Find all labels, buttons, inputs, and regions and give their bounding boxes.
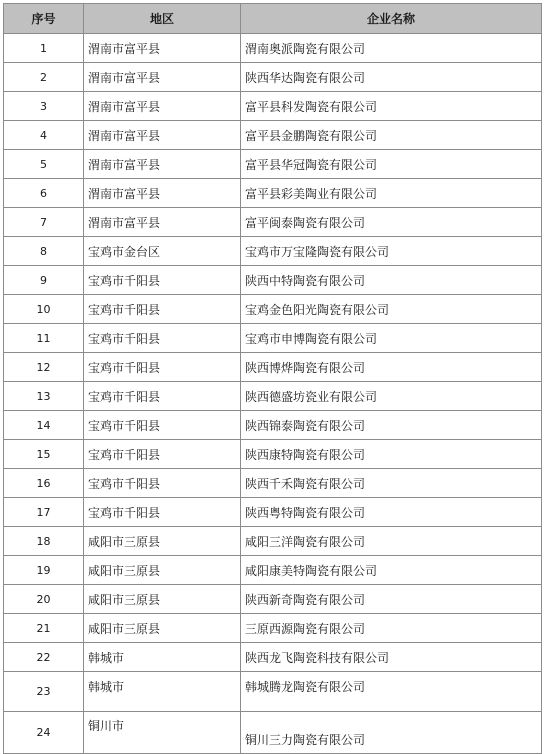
- row-index: 13: [4, 382, 84, 411]
- row-company: 陕西粤特陶瓷有限公司: [241, 498, 542, 527]
- row-region: 咸阳市三原县: [84, 527, 241, 556]
- row-region: 宝鸡市金台区: [84, 237, 241, 266]
- header-index: 序号: [4, 4, 84, 34]
- row-company: 富平县科发陶瓷有限公司: [241, 92, 542, 121]
- table-row: [4, 440, 542, 469]
- row-region: 宝鸡市千阳县: [84, 353, 241, 382]
- row-index: 20: [4, 585, 84, 614]
- table-row: [4, 469, 542, 498]
- row-region: 宝鸡市千阳县: [84, 498, 241, 527]
- row-region: 韩城市: [84, 643, 241, 672]
- row-company: 陕西博烨陶瓷有限公司: [241, 353, 542, 382]
- table-row: [4, 614, 542, 643]
- row-region: 渭南市富平县: [84, 63, 241, 92]
- row-index: 11: [4, 324, 84, 353]
- table-row: [4, 585, 542, 614]
- table-row: [4, 295, 542, 324]
- row-index: 19: [4, 556, 84, 585]
- row-index: 14: [4, 411, 84, 440]
- row-region: 宝鸡市千阳县: [84, 411, 241, 440]
- row-company: 富平县华冠陶瓷有限公司: [241, 150, 542, 179]
- row-index: 3: [4, 92, 84, 121]
- row-index: 17: [4, 498, 84, 527]
- header-company: 企业名称: [241, 4, 542, 34]
- table-row: [4, 266, 542, 295]
- row-company: 陕西千禾陶瓷有限公司: [241, 469, 542, 498]
- row-company: 富平县彩美陶业有限公司: [241, 179, 542, 208]
- table-row: [4, 92, 542, 121]
- company-list: [3, 3, 542, 754]
- row-region: 宝鸡市千阳县: [84, 469, 241, 498]
- table-header: [4, 4, 542, 34]
- row-index: 5: [4, 150, 84, 179]
- row-index: 10: [4, 295, 84, 324]
- row-company: 陕西龙飞陶瓷科技有限公司: [241, 643, 542, 672]
- table-row: [4, 63, 542, 92]
- row-region: 宝鸡市千阳县: [84, 324, 241, 353]
- table-row: [4, 179, 542, 208]
- row-company: 陕西康特陶瓷有限公司: [241, 440, 542, 469]
- header-region: 地区: [84, 4, 241, 34]
- row-company: 宝鸡金色阳光陶瓷有限公司: [241, 295, 542, 324]
- row-company: 咸阳康美特陶瓷有限公司: [241, 556, 542, 585]
- row-company: 陕西中特陶瓷有限公司: [241, 266, 542, 295]
- row-index: 9: [4, 266, 84, 295]
- company-table: [3, 3, 542, 754]
- row-region: 渭南市富平县: [84, 179, 241, 208]
- row-index: 22: [4, 643, 84, 672]
- table-row: [4, 498, 542, 527]
- row-index: 18: [4, 527, 84, 556]
- row-index: 4: [4, 121, 84, 150]
- row-index: 2: [4, 63, 84, 92]
- row-index: 6: [4, 179, 84, 208]
- row-region: 咸阳市三原县: [84, 585, 241, 614]
- row-region: 宝鸡市千阳县: [84, 440, 241, 469]
- row-region: 宝鸡市千阳县: [84, 266, 241, 295]
- row-region: 韩城市: [84, 672, 241, 712]
- table-row: [4, 527, 542, 556]
- row-company: 宝鸡市申博陶瓷有限公司: [241, 324, 542, 353]
- table-row: [4, 556, 542, 585]
- table-row: [4, 324, 542, 353]
- row-company: 陕西锦泰陶瓷有限公司: [241, 411, 542, 440]
- row-region: 渭南市富平县: [84, 208, 241, 237]
- row-company: 铜川三力陶瓷有限公司: [241, 712, 542, 754]
- row-index: 21: [4, 614, 84, 643]
- row-region: 渭南市富平县: [84, 121, 241, 150]
- table-row: [4, 411, 542, 440]
- table-row: [4, 643, 542, 672]
- row-company: 陕西华达陶瓷有限公司: [241, 63, 542, 92]
- table-row: [4, 34, 542, 63]
- row-region: 咸阳市三原县: [84, 614, 241, 643]
- row-region: 咸阳市三原县: [84, 556, 241, 585]
- row-company: 富平闽泰陶瓷有限公司: [241, 208, 542, 237]
- row-company: 渭南奥派陶瓷有限公司: [241, 34, 542, 63]
- row-company: 三原西源陶瓷有限公司: [241, 614, 542, 643]
- row-index: 15: [4, 440, 84, 469]
- row-index: 1: [4, 34, 84, 63]
- row-index: 12: [4, 353, 84, 382]
- row-company: 陕西德盛坊瓷业有限公司: [241, 382, 542, 411]
- table-body: [4, 34, 542, 754]
- row-region: 渭南市富平县: [84, 34, 241, 63]
- table-row: [4, 353, 542, 382]
- row-index: 23: [4, 672, 84, 712]
- row-region: 宝鸡市千阳县: [84, 382, 241, 411]
- row-region: 宝鸡市千阳县: [84, 295, 241, 324]
- row-company: 咸阳三洋陶瓷有限公司: [241, 527, 542, 556]
- row-index: 8: [4, 237, 84, 266]
- row-company: 宝鸡市万宝隆陶瓷有限公司: [241, 237, 542, 266]
- row-company: 陕西新奇陶瓷有限公司: [241, 585, 542, 614]
- table-row: [4, 237, 542, 266]
- row-region: 渭南市富平县: [84, 92, 241, 121]
- row-company: 韩城腾龙陶瓷有限公司: [241, 672, 542, 712]
- table-row: [4, 712, 542, 754]
- table-row: [4, 121, 542, 150]
- row-index: 16: [4, 469, 84, 498]
- row-index: 24: [4, 712, 84, 754]
- table-row: [4, 672, 542, 712]
- header-row: [4, 4, 542, 34]
- row-region: 渭南市富平县: [84, 150, 241, 179]
- table-row: [4, 382, 542, 411]
- row-index: 7: [4, 208, 84, 237]
- table-row: [4, 208, 542, 237]
- row-region: 铜川市: [84, 712, 241, 754]
- table-row: [4, 150, 542, 179]
- row-company: 富平县金鹏陶瓷有限公司: [241, 121, 542, 150]
